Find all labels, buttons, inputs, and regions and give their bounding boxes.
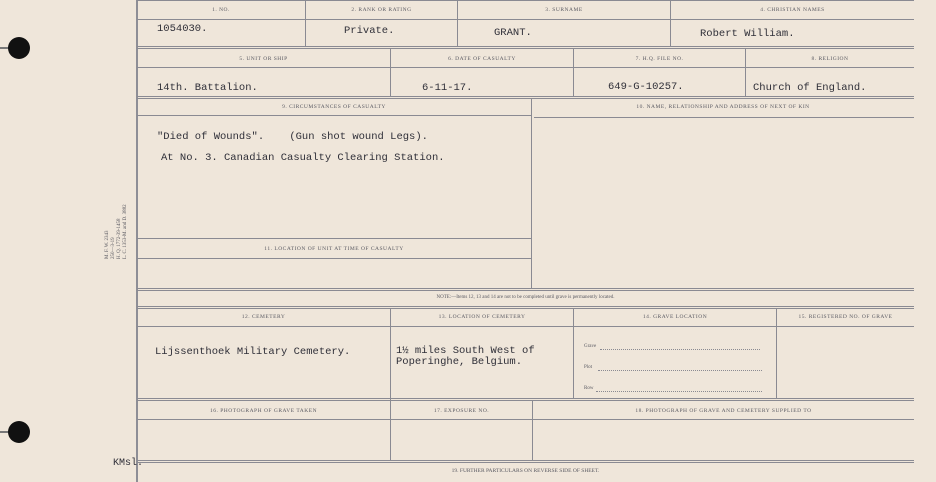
location-cemetery-value: 1½ miles South West of Poperinghe, Belgium.: [396, 345, 535, 368]
circumstances-header: 9. CIRCUMSTANCES OF CASUALTY: [282, 104, 386, 110]
unit-header: 5. UNIT OR SHIP: [239, 56, 288, 62]
rule: [137, 67, 914, 68]
surname-header: 3. SURNAME: [545, 7, 583, 13]
surname-value: GRANT.: [494, 27, 532, 39]
rule: [137, 306, 914, 309]
regimental-number: 1054030.: [157, 23, 208, 35]
clerk-initials: KMsl.: [113, 458, 144, 469]
rule: [531, 99, 532, 289]
rule: [137, 398, 914, 401]
file-no-header: 7. H.Q. FILE NO.: [635, 56, 684, 62]
grave-line: [600, 349, 760, 350]
form-code-line: L. C. 1353-M. and D. 3882: [123, 204, 128, 259]
rule: [137, 46, 914, 49]
rule: [776, 309, 777, 399]
rule: [137, 258, 531, 259]
rule: [390, 309, 391, 461]
christian-names-header: 4. CHRISTIAN NAMES: [760, 7, 825, 13]
cemetery-value: Lijssenthoek Military Cemetery.: [155, 346, 351, 358]
rule: [534, 117, 914, 118]
rule: [137, 419, 914, 420]
religion-header: 8. RELIGION: [811, 56, 849, 62]
plot-line: [598, 370, 762, 371]
row-label: Row: [584, 386, 594, 391]
rule: [137, 0, 914, 1]
registered-no-header: 15. REGISTERED NO. OF GRAVE: [798, 314, 893, 320]
religion-value: Church of England.: [753, 82, 867, 94]
rank-header: 2. RANK OR RATING: [351, 7, 412, 13]
row-line: [596, 391, 762, 392]
rule: [137, 326, 914, 327]
circumstances-line-2: At No. 3. Canadian Casualty Clearing Station.: [161, 152, 445, 164]
location-unit-header: 11. LOCATION OF UNIT AT TIME OF CASUALTY: [264, 246, 404, 252]
location-cemetery-header: 13. LOCATION OF CEMETERY: [438, 314, 526, 320]
rule: [137, 115, 531, 116]
plot-label: Plot: [584, 365, 593, 370]
unit-value: 14th. Battalion.: [157, 82, 258, 94]
rank-value: Private.: [344, 25, 395, 37]
file-no-value: 649-G-10257.: [608, 81, 684, 93]
rule: [137, 288, 914, 291]
number-header: 1. NO.: [212, 7, 230, 13]
form-code: [105, 204, 129, 259]
punch-hole-top: [8, 37, 30, 59]
exposure-header: 17. EXPOSURE NO.: [433, 408, 490, 414]
form-code-line: 250—3-19: [111, 237, 116, 259]
circumstances-line-1: "Died of Wounds". (Gun shot wound Legs).: [157, 131, 428, 143]
form-code-line: H. Q. 1772-39-1458: [117, 218, 122, 259]
form-code-line: M. F. W. 2343: [105, 230, 110, 259]
rule: [137, 96, 914, 99]
rule: [137, 19, 914, 20]
date-header: 6. DATE OF CASUALTY: [448, 56, 516, 62]
rule: [137, 460, 914, 463]
rule: [137, 238, 531, 239]
grave-location-header: 14. GRAVE LOCATION: [642, 314, 708, 320]
rule: [573, 309, 574, 399]
punch-hole-bottom: [8, 421, 30, 443]
next-of-kin-header: 10. NAME, RELATIONSHIP AND ADDRESS OF NEXT OF KIN: [636, 104, 810, 110]
grave-note: NOTE:—Items 12, 13 and 14 are not to be completed until grave is permanently located.: [436, 295, 615, 300]
photo-supplied-header: 18. PHOTOGRAPH OF GRAVE AND CEMETERY SUPPLIED TO: [635, 408, 812, 414]
further-particulars: 19. FURTHER PARTICULARS ON REVERSE SIDE OF SHEET.: [451, 468, 600, 474]
grave-label: Grave: [584, 344, 597, 349]
christian-names-value: Robert William.: [700, 28, 795, 40]
cemetery-header: 12. CEMETERY: [241, 314, 286, 320]
photo-taken-header: 16. PHOTOGRAPH OF GRAVE TAKEN: [209, 408, 318, 414]
date-value: 6-11-17.: [422, 82, 473, 94]
